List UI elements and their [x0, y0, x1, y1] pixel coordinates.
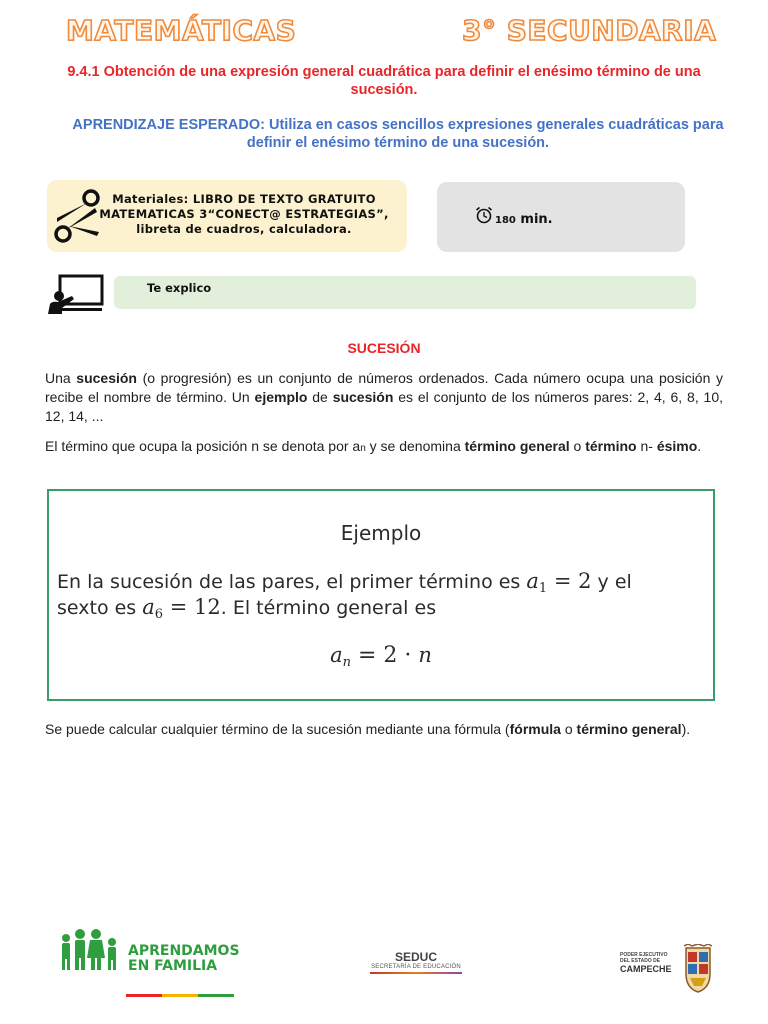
campeche-logo — [620, 952, 678, 974]
grade-heading: 3° SECUNDARIA — [462, 14, 717, 47]
math-var: a — [142, 595, 155, 619]
campeche-name: CAMPECHE — [620, 964, 672, 974]
family-color-strip — [126, 984, 234, 987]
family-logo — [56, 928, 256, 992]
text-run: Una — [45, 370, 77, 386]
seduc-name: SEDUC — [394, 950, 437, 964]
materials-box — [47, 180, 407, 252]
math-var: a — [526, 569, 539, 593]
bold-term: ésimo — [656, 438, 698, 454]
subscript: n — [360, 443, 366, 454]
text-run: o — [560, 721, 577, 737]
seduc-logo — [370, 950, 462, 974]
time-value: 180 — [495, 215, 516, 226]
time-unit: min. — [520, 212, 553, 227]
math-var: a — [330, 643, 343, 667]
seduc-color-line — [370, 972, 462, 974]
text-run: (o progresión) es un conjunto de números ordenados. Cada número ocupa una posición y recibe el nombre de término. Un — [45, 370, 723, 405]
paragraph-definition — [45, 369, 723, 426]
math-sub: 6 — [154, 607, 164, 622]
text-run: es el conjunto de los números pares: 2, 4, 6, 8, 10, 12, 14, ... — [45, 389, 723, 424]
materials-line-1: Materiales: LIBRO DE TEXTO GRATUITO — [112, 192, 376, 206]
teacher-board-icon — [46, 274, 106, 316]
text-run: n- — [636, 438, 653, 454]
text-run: . — [697, 438, 702, 454]
math-eq: = 2 — [547, 569, 592, 593]
text-run: de — [307, 389, 333, 405]
paragraph-formula — [45, 720, 723, 739]
bold-term: término general — [464, 438, 570, 454]
family-line-1: APRENDAMOS — [128, 943, 240, 959]
family-icon — [56, 928, 122, 972]
campeche-shield-icon — [680, 944, 716, 994]
text-run: El término que ocupa la posición n se denota por a — [45, 438, 361, 454]
time-label — [495, 212, 553, 227]
alarm-clock-icon — [475, 206, 493, 224]
bold-term: sucesión — [332, 389, 394, 405]
campeche-line-1: PODER EJECUTIVO — [620, 952, 668, 958]
bold-term: fórmula — [509, 721, 561, 737]
bold-term: término — [585, 438, 637, 454]
example-box — [47, 489, 715, 701]
math-eq: = 12 — [163, 595, 221, 619]
materials-line-3: libreta de cuadros, calculadora. — [136, 222, 352, 236]
materials-text — [99, 192, 389, 237]
materials-line-2: MATEMATICAS 3“CONECT@ ESTRATEGIAS”, — [99, 207, 389, 221]
section-heading: SUCESIÓN — [347, 340, 421, 356]
math-sub: n — [342, 655, 351, 670]
seduc-subtitle: SECRETARÍA DE EDUCACIÓN — [371, 964, 461, 970]
example-formula — [49, 643, 713, 670]
text-run: . El término general es — [220, 597, 437, 619]
text-run: sexto es — [57, 597, 143, 619]
text-run: Se puede calcular cualquier término de la sucesión mediante una fórmula ( — [45, 721, 510, 737]
math-var: n — [418, 643, 432, 667]
subject-heading: MATEMÁTICAS — [66, 14, 297, 47]
bold-term: término general — [576, 721, 682, 737]
bold-term: ejemplo — [254, 389, 308, 405]
text-run: En la sucesión de las pares, el primer término es — [57, 571, 527, 593]
text-run: o — [569, 438, 586, 454]
campeche-line-2: DEL ESTADO DE — [620, 958, 661, 964]
example-title: Ejemplo — [340, 521, 422, 545]
family-text — [128, 944, 240, 974]
explain-bar — [114, 276, 696, 309]
scissors-icon — [51, 188, 103, 244]
text-run: y el — [591, 571, 632, 593]
bold-term: sucesión — [76, 370, 137, 386]
time-box — [437, 182, 685, 252]
math-eq: = 2 · — [350, 643, 419, 668]
paragraph-general-term — [45, 437, 723, 458]
text-run: ). — [681, 721, 691, 737]
learning-goal: APRENDIZAJE ESPERADO: Utiliza en casos sencillos expresiones generales cuadráticas para definir el enésimo término de una sucesión. — [72, 117, 724, 151]
example-line-2 — [57, 595, 709, 622]
lesson-title: 9.4.1 Obtención de una expresión general cuadrática para definir el enésimo término de una sucesión. — [67, 64, 701, 98]
explain-label: Te explico — [147, 281, 212, 295]
math-sub: 1 — [538, 581, 548, 596]
example-line-1 — [57, 569, 709, 596]
text-run: y se denomina — [365, 438, 465, 454]
family-line-2: EN FAMILIA — [128, 958, 218, 974]
